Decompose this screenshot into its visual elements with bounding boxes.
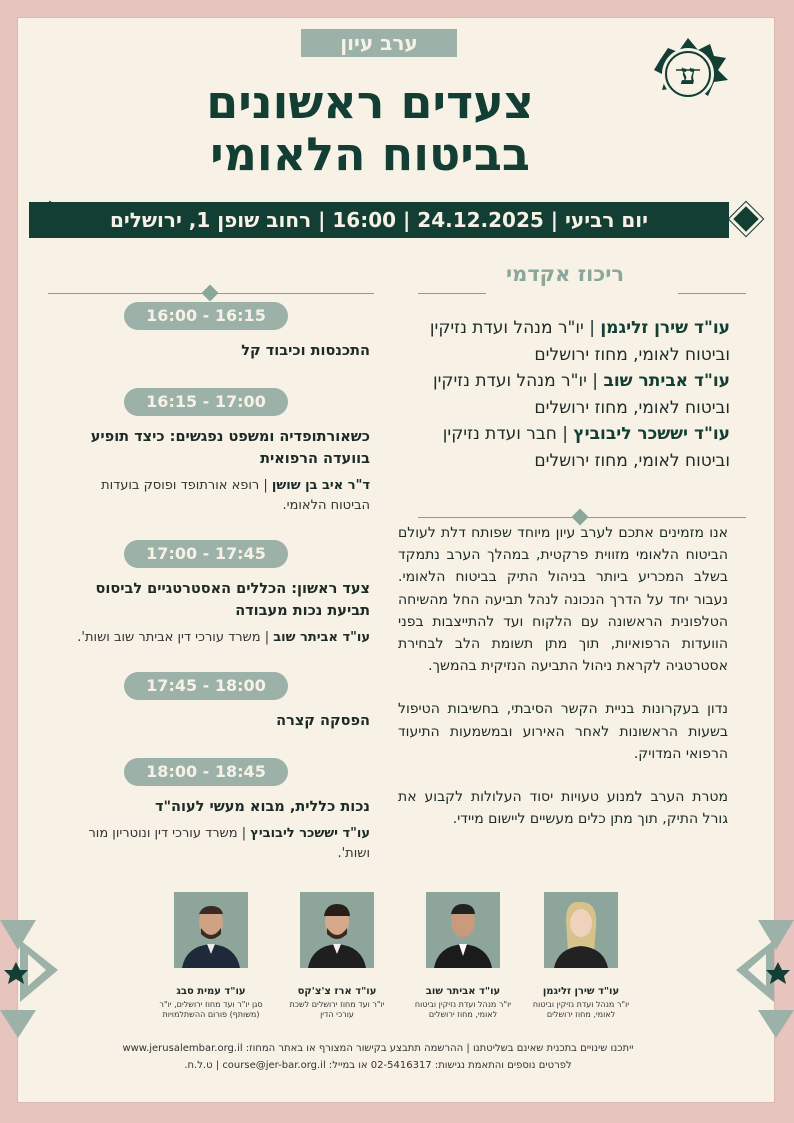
person-role: יו"ר מנהל ועדת נזיקין וביטוח לאומי, מחוז ירושלים bbox=[414, 1000, 512, 1019]
person-role: יו"ר ועד מחוז ירושלים לשכת עורכי הדין bbox=[289, 1000, 385, 1019]
coordinator-entry: עו"ד שירן זליגמן | יו"ר מנהל ועדת נזיקין וביטוח לאומי, מחוז ירושלים bbox=[429, 318, 730, 365]
description-paragraph: אנו מזמינים אתכם לערב עיון מיוחד שפותח דלת לעולם הביטוח הלאומי מזווית פרקטית, במהלך הערב נתמקד בשלב המכריע ביותר בניהול התיק בביטוח הלאומי. נעבור יחד על הדרך הנכונה לנהל תביעה החל מהשיחה הטלפונית הראשונה עם הלקוח ועד להתייצבות בפני הוועדות הרפואיות, תוך מתן תשומת הלב לבחירת אסטרטגיה לקראת ניהול התביעה הנזיקית בהמשך. bbox=[398, 525, 728, 675]
time-slot-pill: 18:45 - 18:00 bbox=[124, 758, 288, 786]
schedule-item bbox=[58, 758, 370, 864]
title-line-2: בביטוח הלאומי bbox=[210, 127, 530, 181]
title-line-1: צעדים ראשונים bbox=[206, 75, 534, 129]
page-title bbox=[120, 76, 620, 180]
speaker-photo bbox=[300, 892, 374, 968]
event-description bbox=[398, 522, 728, 851]
session-speaker: ד"ר איב בן שושן | רופא אורתופד ופוסק בועדות הביטוח הלאומי. bbox=[101, 478, 370, 513]
person-name: עו"ד עמית סבג bbox=[176, 986, 246, 997]
speaker-photo bbox=[174, 892, 248, 968]
speaker-photo bbox=[426, 892, 500, 968]
time-slot-pill: 18:00 - 17:45 bbox=[124, 672, 288, 700]
time-slot-pill: 17:45 - 17:00 bbox=[124, 540, 288, 568]
speaker-detail: משרד עורכי דין אביתר שוב ושות'. bbox=[77, 630, 261, 645]
bar-association-logo bbox=[648, 30, 732, 114]
footer-line: לפרטים נוספים והתאמת נגישות: 02-5416317 או במייל: course@jer-bar.org.il | ט.ל.ח. bbox=[184, 1060, 572, 1071]
speaker-detail: משרד עורכי דין ונוטריון מור ושות'. bbox=[88, 826, 370, 861]
speaker-name: עו"ד יששכר ליבוביץ bbox=[250, 826, 370, 841]
description-paragraph: מטרת הערב למנוע טעויות יסוד העלולות לקבוע את גורל התיק, תוך מתן כלים מעשיים ליישום מיידי. bbox=[398, 789, 728, 828]
coordinator-name: עו"ד יששכר ליבוביץ bbox=[573, 424, 730, 444]
divider bbox=[678, 293, 746, 294]
session-title: נכות כללית, מבוא מעשי לעוה"ד bbox=[154, 799, 370, 815]
academic-coordinators bbox=[396, 315, 730, 474]
coordinator-entry: עו"ד יששכר ליבוביץ | חבר ועדת נזיקין וביטוח לאומי, מחוז ירושלים bbox=[442, 424, 730, 471]
person-role: יו"ר מנהל ועדת נזיקין וביטוח לאומי, מחוז ירושלים bbox=[532, 1000, 630, 1019]
time-slot-pill: 17:00 - 16:15 bbox=[124, 388, 288, 416]
coordinator-role: יו"ר מנהל ועדת נזיקין וביטוח לאומי, מחוז ירושלים bbox=[429, 318, 730, 365]
schedule bbox=[58, 302, 370, 864]
decorative-pattern-left bbox=[0, 910, 66, 1040]
coordinator-name: עו"ד אביתר שוב bbox=[603, 371, 730, 391]
person-role: סגן יו"ר ועד מחוז ירושלים, יו"ר (משותף) פורום ההשתלמויות bbox=[159, 1000, 263, 1019]
time-slot-pill: 16:15 - 16:00 bbox=[124, 302, 288, 330]
session-title: צעד ראשון: הכללים האסטרטגיים לביסוס תביעת נכות מעבודה bbox=[95, 581, 370, 619]
decorative-pattern-right bbox=[728, 910, 794, 1040]
session-title: התכנסות וכיבוד קל bbox=[241, 343, 370, 359]
schedule-item bbox=[58, 302, 370, 362]
speaker-detail: רופא אורתופד ופוסק בועדות הביטוח הלאומי. bbox=[101, 478, 370, 513]
footer-line: ייתכנו שינויים בתכנית שאינם בשליטתנו | ההרשמה תתבצע בקישור המצורף או באתר המחוז: www.jerusalembar.org.il bbox=[122, 1043, 634, 1054]
coordinator-role: יו"ר מנהל ועדת נזיקין וביטוח לאומי, מחוז ירושלים bbox=[433, 371, 730, 418]
coordinator-entry: עו"ד אביתר שוב | יו"ר מנהל ועדת נזיקין וביטוח לאומי, מחוז ירושלים bbox=[433, 371, 730, 418]
footer bbox=[72, 1040, 684, 1074]
person-name: עו"ד שירן זליגמן bbox=[542, 986, 620, 997]
description-paragraph: נדון בעקרונות בניית הקשר הסיבתי, בחשיבות הטיפול בשעות הראשונות לאחר האירוע ובמשמעות התיעוד הרפואי המדויק. bbox=[398, 701, 728, 762]
person-name: עו"ד ארז צ'צ'קס bbox=[297, 986, 377, 997]
divider bbox=[418, 293, 486, 294]
session-title: כשאורתופדיה ומשפט נפגשים: כיצד תופיע בוועדה הרפואית bbox=[90, 429, 370, 467]
session-title: הפסקה קצרה bbox=[276, 713, 370, 729]
section-title: ריכוז אקדמי bbox=[505, 262, 625, 286]
svg-text:ע: ע bbox=[680, 58, 696, 91]
coordinator-role: חבר ועדת נזיקין וביטוח לאומי, מחוז ירושלים bbox=[442, 424, 730, 471]
schedule-item bbox=[58, 672, 370, 732]
coordinator-name: עו"ד שירן זליגמן bbox=[600, 318, 730, 338]
event-type-label: ערב עיון bbox=[301, 29, 457, 57]
speaker-name: עו"ד אביתר שוב bbox=[273, 630, 370, 645]
schedule-item bbox=[58, 540, 370, 648]
session-speaker: עו"ד אביתר שוב | משרד עורכי דין אביתר שוב ושות'. bbox=[77, 630, 370, 645]
speaker-name: ד"ר איב בן שושן bbox=[271, 478, 370, 493]
event-details-banner: יום רביעי | 24.12.2025 | 16:00 | רחוב שופן 1, ירושלים bbox=[29, 202, 729, 238]
speaker-photo bbox=[544, 892, 618, 968]
person-name: עו"ד אביתר שוב bbox=[425, 986, 501, 997]
session-speaker: עו"ד יששכר ליבוביץ | משרד עורכי דין ונוטריון מור ושות'. bbox=[88, 826, 370, 861]
schedule-item bbox=[58, 388, 370, 516]
